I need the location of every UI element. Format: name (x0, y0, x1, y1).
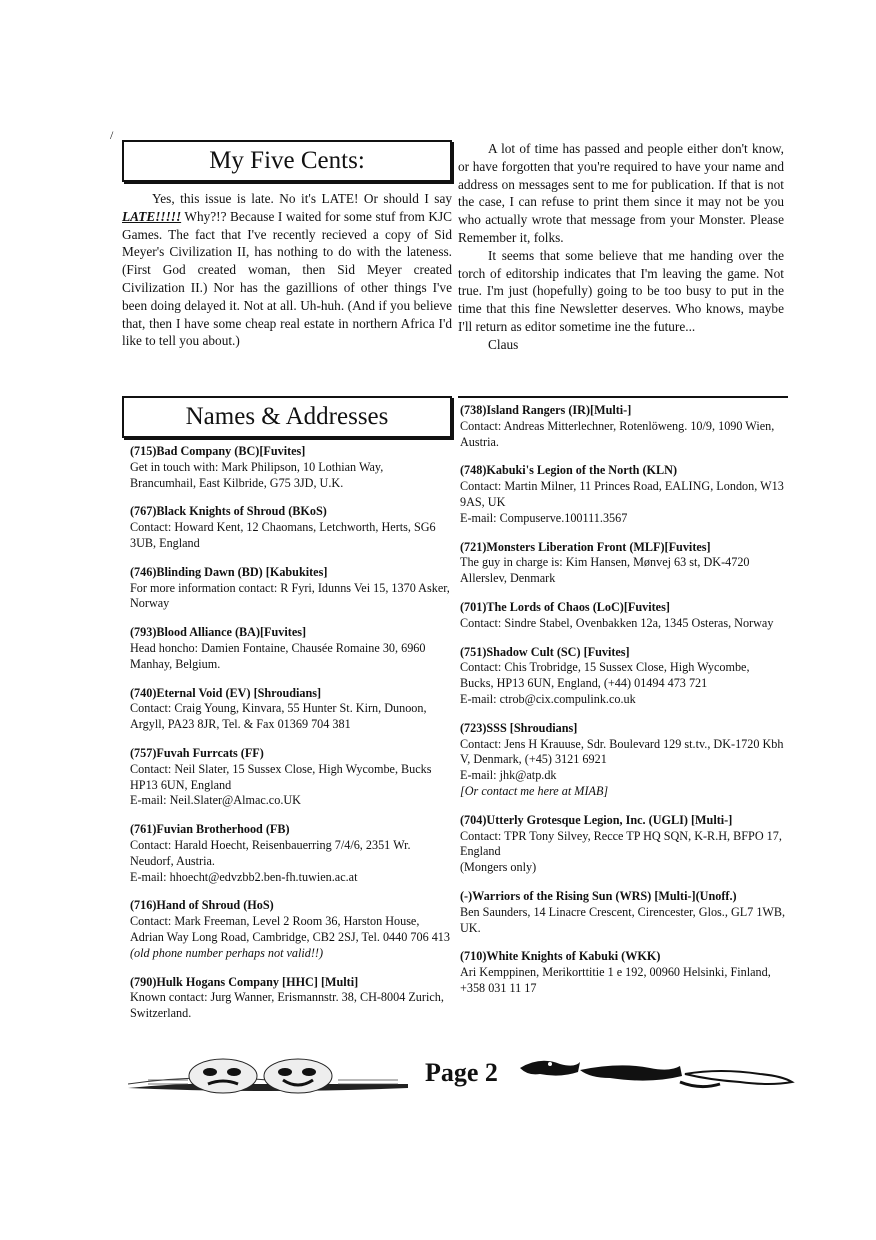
address-entry (460, 645, 786, 708)
contact-line: Ben Saunders, 14 Linacre Crescent, Cirencester, Glos., GL7 1WB, UK. (460, 904, 786, 935)
contact-line: E-mail: hhoecht@edvzbb2.ben-fh.tuwien.ac.at (130, 869, 358, 884)
group-name: (746)Blinding Dawn (BD) [Kabukites] (130, 564, 328, 579)
contact-line: Contact: Craig Young, Kinvara, 55 Hunter St. Kirn, Dunoon, Argyll, PA23 8JR, Tel. & Fax 01369 704 381 (130, 701, 427, 732)
address-entry (130, 504, 452, 551)
contact-line: Contact: Neil Slater, 15 Sussex Close, High Wycombe, Bucks HP13 6UN, England (130, 761, 432, 792)
contact-line: (Mongers only) (460, 860, 537, 875)
contact-line: The guy in charge is: Kim Hansen, Mønvej 63 st, DK-4720 Allerslev, Denmark (460, 555, 750, 586)
address-entry (460, 463, 786, 526)
group-name: (793)Blood Alliance (BA)[Fuvites] (130, 625, 307, 640)
group-name: (748)Kabuki's Legion of the North (KLN) (460, 463, 678, 478)
address-entry (130, 444, 452, 491)
dragon-ornament-icon (520, 1054, 796, 1094)
contact-line: Known contact: Jurg Wanner, Erismannstr. 38, CH-8004 Zurich, Switzerland. (130, 990, 444, 1021)
address-entry (130, 975, 452, 1022)
five-cents-paragraph-1: Yes, this issue is late. No it's LATE! Or should I say LATE!!!!! Why?!? Because I waited for some stuf from KJC Games. The fact that I've recently recieved a copy of Sid Meyer's Civilization II, has nothing to do with the lateness. (First God created woman, then Sid Meyer created Civilization II.) Nor has the gazillions of other things I've been doing delayed it. Not at all. Uh-huh. (And if you believe that, then I have some cheap real estate in northern Africa I'd like to tell you about.) (122, 191, 452, 349)
contact-line: Contact: Chis Trobridge, 15 Sussex Close, High Wycombe, Bucks, HP13 6UN, England, (+44) 01494 473 721 (460, 660, 750, 691)
page-footer (0, 1048, 876, 1108)
names-left-column (130, 444, 452, 1035)
five-cents-right-column (458, 140, 784, 354)
group-name: (710)White Knights of Kabuki (WKK) (460, 949, 661, 964)
contact-line: E-mail: jhk@atp.dk (460, 768, 557, 783)
group-name: (-)Warriors of the Rising Sun (WRS) [Multi-](Unoff.) (460, 888, 737, 903)
five-cents-left-column (122, 140, 452, 350)
group-name: (767)Black Knights of Shroud (BKoS) (130, 504, 327, 519)
address-entry (460, 600, 786, 632)
address-entry (130, 565, 452, 612)
five-cents-paragraph-2: A lot of time has passed and people either don't know, or have forgotten that you're required to have your name and address on messages sent to me for publication. If that is not the case, I can refuse to print them since it may not be you who actually wrote that message from your Monster. Please Remember it, folks. (458, 141, 784, 245)
address-entry (460, 540, 786, 587)
contact-note: (old phone number perhaps not valid!!) (130, 945, 324, 960)
group-name: (740)Eternal Void (EV) [Shroudians] (130, 685, 322, 700)
address-entry (130, 746, 452, 809)
section-divider (458, 396, 788, 398)
group-name: (721)Monsters Liberation Front (MLF)[Fuvites] (460, 539, 711, 554)
group-name: (715)Bad Company (BC)[Fuvites] (130, 444, 306, 458)
group-name: (757)Fuvah Furrcats (FF) (130, 745, 264, 760)
contact-line: Contact: Jens H Krauuse, Sdr. Boulevard 129 st.tv., DK-1720 Kbh V, Denmark, (+45) 3121 6921 (460, 736, 784, 767)
contact-line: Ari Kemppinen, Merikorttitie 1 e 192, 00960 Helsinki, Finland, +358 031 11 17 (460, 965, 771, 995)
address-entry (460, 721, 786, 800)
group-name: (761)Fuvian Brotherhood (FB) (130, 822, 290, 837)
names-right-column (460, 403, 786, 1010)
address-entry (460, 889, 786, 936)
signature: Claus (488, 336, 519, 352)
address-entry (460, 949, 786, 996)
contact-line: Contact: Andreas Mitterlechner, Rotenlöweng. 10/9, 1090 Wien, Austria. (460, 418, 775, 449)
contact-note: [Or contact me here at MIAB] (460, 783, 609, 798)
group-name: (723)SSS [Shroudians] (460, 720, 578, 735)
names-addresses-header (122, 396, 452, 446)
contact-line: Contact: Mark Freeman, Level 2 Room 36, Harston House, Adrian Way Long Road, Cambridge, CB2 2SJ, Tel. 0440 706 413 (130, 914, 450, 944)
contact-line: Head honcho: Damien Fontaine, Chausée Romaine 30, 6960 Manhay, Belgium. (130, 640, 426, 671)
address-entry (460, 813, 786, 876)
contact-line: Contact: Sindre Stabel, Ovenbakken 12a, 1345 Osteras, Norway (460, 615, 774, 630)
contact-line: Contact: TPR Tony Silvey, Recce TP HQ SQN, K-R.H, BFPO 17, England (460, 828, 782, 859)
five-cents-paragraph-3: It seems that some believe that me handing over the torch of editorship indicates that I'm leaving the game. Not true. I'm just (hopefully) going to be too busy to put in the time that this fine Newsletter deserves. Who knows, maybe I'll return as editor sometime ine the future... (458, 247, 784, 334)
address-entry (130, 625, 452, 672)
names-addresses-title: Names & Addresses (122, 396, 452, 438)
contact-line: E-mail: ctrob@cix.compulink.co.uk (460, 691, 636, 706)
contact-line: Contact: Harald Hoecht, Reisenbauerring 7/4/6, 2351 Wr. Neudorf, Austria. (130, 837, 411, 868)
address-entry (130, 898, 452, 961)
contact-line: Contact: Martin Milner, 11 Princes Road, EALING, London, W13 9AS, UK (460, 479, 784, 509)
group-name: (751)Shadow Cult (SC) [Fuvites] (460, 644, 630, 659)
address-entry (130, 822, 452, 885)
contact-line: Contact: Howard Kent, 12 Chaomans, Letchworth, Herts, SG6 3UB, England (130, 520, 436, 550)
group-name: (738)Island Rangers (IR)[Multi-] (460, 403, 632, 417)
contact-line: E-mail: Neil.Slater@Almac.co.UK (130, 793, 301, 808)
group-name: (701)The Lords of Chaos (LoC)[Fuvites] (460, 599, 670, 614)
late-emphasis: LATE!!!!! (122, 208, 182, 224)
contact-line: E-mail: Compuserve.100111.3567 (460, 510, 628, 525)
group-name: (716)Hand of Shroud (HoS) (130, 898, 274, 913)
five-cents-title: My Five Cents: (122, 140, 452, 182)
theatre-masks-icon (128, 1054, 408, 1098)
page-number: Page 2 (425, 1058, 498, 1087)
address-entry (130, 686, 452, 733)
address-entry (460, 403, 786, 450)
corner-mark: / (110, 128, 114, 142)
group-name: (704)Utterly Grotesque Legion, Inc. (UGLI) [Multi-] (460, 812, 733, 827)
contact-line: Get in touch with: Mark Philipson, 10 Lothian Way, Brancumhail, East Kilbride, G75 3JD, U.K. (130, 459, 384, 490)
contact-line: For more information contact: R Fyri, Idunns Vei 15, 1370 Asker, Norway (130, 580, 450, 611)
group-name: (790)Hulk Hogans Company [HHC] [Multi] (130, 974, 359, 989)
